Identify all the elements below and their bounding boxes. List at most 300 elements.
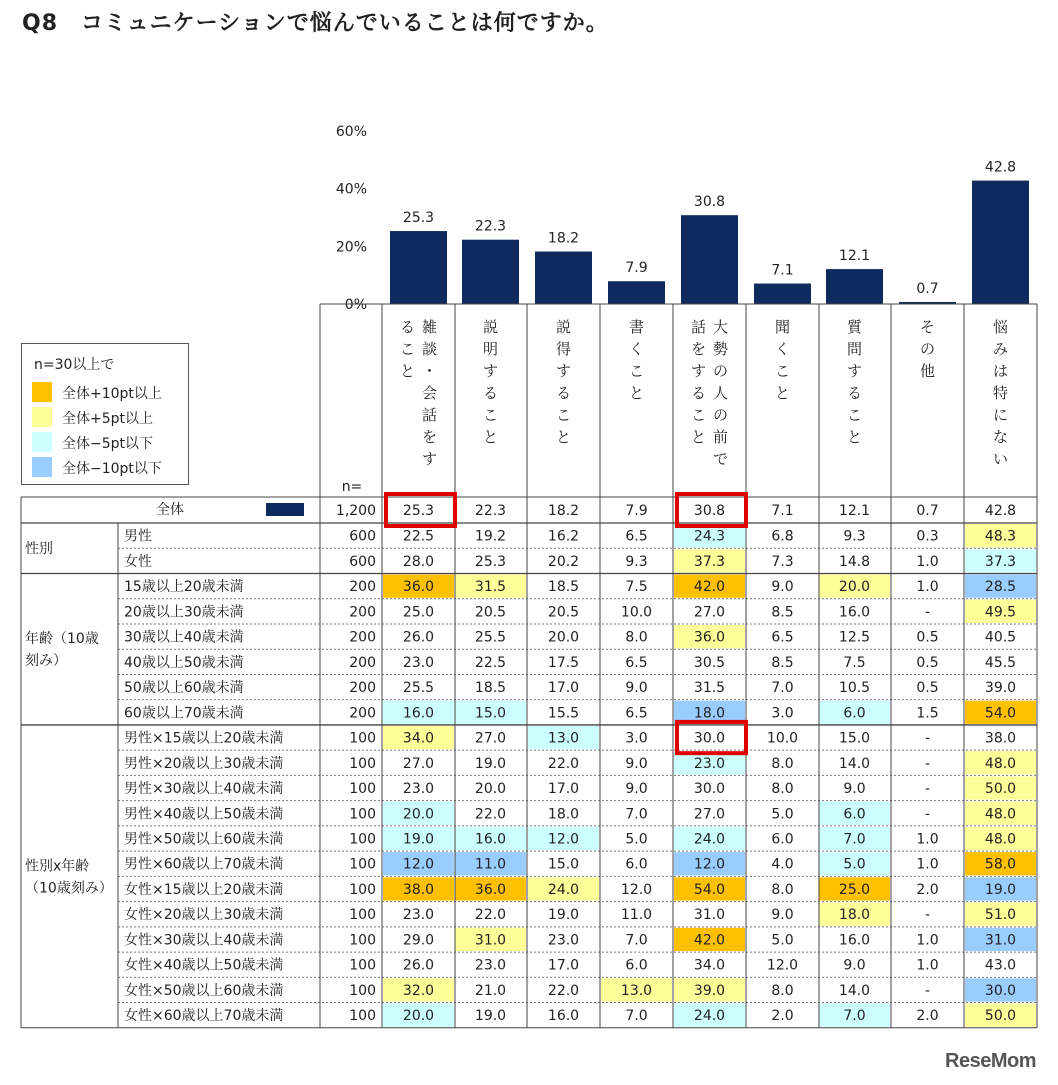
cell-value: 10.5	[838, 680, 871, 697]
cell-value: 19.2	[474, 528, 507, 545]
legend-label: 全体−10pt以下	[62, 461, 162, 477]
cell-value: 49.5	[984, 604, 1017, 621]
legend-swatch	[32, 457, 52, 477]
cell-value: 39.0	[984, 680, 1017, 697]
category-label-char: る	[846, 384, 863, 402]
cell-value: 42.0	[693, 932, 726, 949]
cell-value: 30.0	[693, 730, 726, 747]
cell-value: 28.0	[402, 553, 435, 570]
cell-value: 7.1	[771, 503, 794, 519]
cell-value: 17.0	[547, 957, 580, 974]
cell-value: 1.0	[916, 856, 939, 873]
cell-value: 8.0	[771, 881, 794, 898]
cell-value: 9.0	[771, 579, 794, 596]
cell-value: 12.0	[402, 856, 435, 873]
legend-label: 全体−5pt以下	[62, 436, 154, 452]
row-label: 男性×30歳以上40歳未満	[124, 781, 284, 798]
row-n-value: 200	[349, 654, 376, 671]
y-tick-label: 40%	[335, 181, 367, 198]
bar	[972, 181, 1029, 304]
cell-value: 2.0	[771, 1008, 794, 1025]
category-label-char: と	[399, 362, 416, 380]
cell-value: 4.0	[771, 856, 794, 873]
category-label-char: 明	[482, 340, 499, 358]
cell-value: 22.0	[547, 982, 580, 999]
cell-value: 23.0	[402, 907, 435, 924]
cell-value: 25.0	[838, 881, 871, 898]
bar	[754, 284, 811, 304]
cell-value: 1.0	[916, 831, 939, 848]
cell-value: -	[924, 781, 931, 798]
category-label-char: 悩	[992, 318, 1009, 336]
row-label: 20歳以上30歳未満	[124, 604, 244, 621]
cell-value: 17.0	[547, 680, 580, 697]
bar-value-label: 7.9	[625, 260, 648, 277]
category-label-char: に	[992, 406, 1009, 424]
cell-value: 7.0	[625, 1008, 648, 1025]
row-n-value: 200	[349, 705, 376, 722]
row-n-value: 100	[349, 1008, 376, 1025]
cell-value: 7.0	[843, 831, 866, 848]
cell-value: 0.5	[916, 629, 939, 646]
cell-value: 2.0	[916, 1008, 939, 1025]
category-label-char: と	[774, 384, 791, 402]
cell-value: 20.5	[547, 604, 580, 621]
category-label-char: こ	[846, 406, 863, 424]
category-label-char: と	[846, 428, 863, 446]
bar-value-label: 42.8	[984, 159, 1017, 176]
row-label: 15歳以上20歳未満	[124, 579, 244, 596]
cell-value: 30.0	[693, 781, 726, 798]
cell-value: 32.0	[402, 982, 435, 999]
cell-value: 24.0	[693, 1008, 726, 1025]
cell-value: 15.0	[474, 705, 507, 722]
cell-value: 7.0	[625, 932, 648, 949]
cell-value: 5.0	[771, 932, 794, 949]
cell-value: 7.0	[625, 806, 648, 823]
cell-value: 25.0	[402, 604, 435, 621]
cell-value: 40.5	[984, 629, 1017, 646]
cell-value: 50.0	[984, 1008, 1017, 1025]
cell-value: 25.3	[402, 503, 435, 519]
cell-value: 13.0	[620, 982, 653, 999]
cell-value: 18.5	[474, 680, 507, 697]
group-label: 刻み）	[25, 653, 67, 670]
cell-value: -	[924, 806, 931, 823]
legend-title: n=30以上で	[34, 357, 115, 373]
bar	[681, 215, 738, 304]
cell-value: 42.8	[984, 503, 1017, 519]
cell-value: 29.0	[402, 932, 435, 949]
cell-value: 31.5	[693, 680, 726, 697]
cell-value: 6.5	[771, 629, 794, 646]
total-bar-key	[266, 503, 304, 516]
category-label-char: 特	[992, 384, 1009, 402]
cell-value: 30.0	[984, 982, 1017, 999]
cell-value: 1.0	[916, 579, 939, 596]
row-label: 全体	[156, 502, 184, 518]
cell-value: 8.5	[771, 604, 794, 621]
cell-value: 27.0	[693, 806, 726, 823]
cell-value: 18.0	[693, 705, 726, 722]
category-label-char: い	[992, 450, 1009, 468]
cell-value: 17.5	[547, 654, 580, 671]
category-label-char: 説	[555, 318, 572, 336]
cell-value: 18.2	[547, 503, 580, 519]
cell-value: 16.0	[474, 831, 507, 848]
cell-value: 31.5	[474, 579, 507, 596]
category-label-char: こ	[774, 362, 791, 380]
resemom-logo: ReseMom	[945, 1050, 1036, 1072]
cell-value: 8.0	[771, 982, 794, 999]
category-label-char: を	[690, 340, 707, 358]
cell-value: 11.0	[474, 856, 507, 873]
cell-value: 6.0	[625, 957, 648, 974]
category-label-char: す	[482, 362, 499, 380]
cell-value: 6.0	[843, 806, 866, 823]
cell-value: -	[924, 982, 931, 999]
cell-value: 10.0	[620, 604, 653, 621]
category-label-char: と	[482, 428, 499, 446]
cell-value: 20.0	[547, 629, 580, 646]
cell-value: 36.0	[693, 629, 726, 646]
category-label-char: こ	[482, 406, 499, 424]
cell-value: -	[924, 604, 931, 621]
bar-value-label: 7.1	[771, 262, 794, 279]
cell-value: 20.0	[402, 1008, 435, 1025]
cell-value: 22.0	[474, 907, 507, 924]
cell-value: 3.0	[625, 730, 648, 747]
category-label-char: と	[555, 428, 572, 446]
cell-value: 20.5	[474, 604, 507, 621]
row-n-value: 100	[349, 982, 376, 999]
cell-value: 19.0	[984, 881, 1017, 898]
row-n-value: 1,200	[335, 503, 376, 519]
cell-value: 19.0	[402, 831, 435, 848]
group-label: 年齢（10歳	[25, 631, 99, 648]
bar-value-label: 22.3	[474, 218, 507, 235]
category-label-char: 雑	[421, 318, 438, 336]
cell-value: 24.0	[547, 881, 580, 898]
category-label-char: 談	[421, 340, 438, 358]
cell-value: 15.5	[547, 705, 580, 722]
cell-value: 18.5	[547, 579, 580, 596]
cell-value: 24.0	[693, 831, 726, 848]
cell-value: 0.7	[916, 503, 939, 519]
cell-value: 6.5	[625, 705, 648, 722]
cell-value: 16.0	[402, 705, 435, 722]
category-label-char: 他	[919, 362, 936, 380]
row-n-value: 200	[349, 629, 376, 646]
cell-value: 19.0	[474, 1008, 507, 1025]
row-n-value: 100	[349, 755, 376, 772]
cell-value: 34.0	[402, 730, 435, 747]
cell-value: -	[924, 907, 931, 924]
cell-value: 8.0	[771, 755, 794, 772]
cell-value: 6.0	[625, 856, 648, 873]
cell-value: 25.3	[474, 553, 507, 570]
cell-value: 25.5	[474, 629, 507, 646]
category-label-char: す	[846, 362, 863, 380]
row-n-value: 600	[349, 528, 376, 545]
cell-value: 11.0	[620, 907, 653, 924]
cell-value: 12.0	[547, 831, 580, 848]
row-n-value: 200	[349, 680, 376, 697]
category-label-char: る	[555, 384, 572, 402]
cell-value: 38.0	[984, 730, 1017, 747]
cell-value: 8.5	[771, 654, 794, 671]
category-label-char: る	[482, 384, 499, 402]
cell-value: 22.0	[474, 806, 507, 823]
category-label-char: 得	[555, 340, 572, 358]
cell-value: 9.0	[625, 755, 648, 772]
category-label-char: 説	[482, 318, 499, 336]
cell-value: 36.0	[474, 881, 507, 898]
category-label-char: 前	[712, 428, 729, 446]
category-label-char: の	[712, 362, 729, 380]
cell-value: 8.0	[771, 781, 794, 798]
cell-value: 10.0	[766, 730, 799, 747]
cell-value: 58.0	[984, 856, 1017, 873]
row-label: 女性×30歳以上40歳未満	[124, 932, 284, 949]
group-label: （10歳刻み）	[25, 880, 113, 897]
cell-value: 6.5	[625, 528, 648, 545]
row-n-value: 200	[349, 579, 376, 596]
row-label: 40歳以上50歳未満	[124, 654, 244, 671]
category-label-char: そ	[919, 318, 936, 336]
cell-value: 15.0	[838, 730, 871, 747]
cell-value: 1.0	[916, 932, 939, 949]
cell-value: 9.0	[843, 957, 866, 974]
cell-value: 0.5	[916, 680, 939, 697]
row-n-value: 600	[349, 553, 376, 570]
legend-label: 全体+5pt以上	[62, 411, 154, 427]
cell-value: 37.3	[984, 553, 1017, 570]
cell-value: 37.3	[693, 553, 726, 570]
row-label: 男性×50歳以上60歳未満	[124, 831, 284, 848]
row-n-value: 200	[349, 604, 376, 621]
cell-value: 15.0	[547, 856, 580, 873]
cell-value: 34.0	[693, 957, 726, 974]
legend-swatch	[32, 382, 52, 402]
cell-value: 39.0	[693, 982, 726, 999]
category-label-char: み	[992, 340, 1009, 358]
cell-value: 9.3	[625, 553, 648, 570]
cell-value: 18.0	[838, 907, 871, 924]
legend-swatch	[32, 432, 52, 452]
cell-value: 19.0	[547, 907, 580, 924]
bar-value-label: 12.1	[838, 248, 871, 265]
y-tick-label: 20%	[335, 239, 367, 256]
cell-value: 21.0	[474, 982, 507, 999]
y-tick-label: 60%	[335, 124, 367, 140]
cell-value: 17.0	[547, 781, 580, 798]
cell-value: 12.0	[766, 957, 799, 974]
cell-value: 6.5	[625, 654, 648, 671]
cell-value: 12.0	[693, 856, 726, 873]
cell-value: 42.0	[693, 579, 726, 596]
cell-value: 3.0	[771, 705, 794, 722]
category-label-char: と	[690, 428, 707, 446]
category-label-char: す	[421, 450, 438, 468]
legend-label: 全体+10pt以上	[62, 386, 162, 402]
cell-value: 9.0	[771, 907, 794, 924]
cell-value: 48.0	[984, 831, 1017, 848]
cell-value: 0.5	[916, 654, 939, 671]
category-label-char: る	[399, 318, 416, 336]
cell-value: 1.0	[916, 957, 939, 974]
n-header-label: n=	[341, 479, 363, 495]
row-n-value: 100	[349, 730, 376, 747]
cell-value: 31.0	[474, 932, 507, 949]
category-label-char: 問	[846, 340, 863, 358]
cell-value: -	[924, 755, 931, 772]
cell-value: 9.0	[843, 781, 866, 798]
cell-value: 28.5	[984, 579, 1017, 596]
cell-value: 45.5	[984, 654, 1017, 671]
group-label: 性別	[25, 541, 53, 558]
cell-value: 5.0	[625, 831, 648, 848]
cell-value: 18.0	[547, 806, 580, 823]
cell-value: 23.0	[474, 957, 507, 974]
cell-value: 25.5	[402, 680, 435, 697]
cell-value: 27.0	[402, 755, 435, 772]
bar	[535, 252, 592, 304]
cell-value: 30.8	[693, 503, 726, 519]
cell-value: 48.0	[984, 755, 1017, 772]
category-label-char: を	[421, 428, 438, 446]
cell-value: 43.0	[984, 957, 1017, 974]
cell-value: 2.0	[916, 881, 939, 898]
category-label-char: く	[628, 340, 645, 358]
cell-value: 51.0	[984, 907, 1017, 924]
category-label-char: こ	[628, 362, 645, 380]
cell-value: 7.5	[625, 579, 648, 596]
cell-value: 54.0	[984, 705, 1017, 722]
row-n-value: 100	[349, 781, 376, 798]
cell-value: 7.0	[843, 1008, 866, 1025]
cell-value: 1.5	[916, 705, 939, 722]
category-label-char: こ	[690, 406, 707, 424]
row-label: 男性×40歳以上50歳未満	[124, 806, 284, 823]
row-label: 女性×40歳以上50歳未満	[124, 957, 284, 974]
cell-value: 20.0	[474, 781, 507, 798]
row-n-value: 100	[349, 831, 376, 848]
cell-value: 16.2	[547, 528, 580, 545]
row-n-value: 100	[349, 957, 376, 974]
row-label: 女性×50歳以上60歳未満	[124, 982, 284, 999]
cell-value: 24.3	[693, 528, 726, 545]
category-label-char: 会	[421, 384, 438, 402]
row-label: 男性×15歳以上20歳未満	[124, 730, 284, 747]
row-label: 50歳以上60歳未満	[124, 680, 244, 697]
cell-value: 20.0	[402, 806, 435, 823]
category-label-char: 大	[712, 318, 729, 336]
category-label-char: 勢	[712, 340, 729, 358]
bar-value-label: 30.8	[693, 194, 726, 211]
cell-value: 36.0	[402, 579, 435, 596]
category-label-char: の	[919, 340, 936, 358]
category-label-char: 人	[712, 384, 729, 402]
category-label-char: な	[992, 428, 1009, 446]
group-label: 性別x年齢	[25, 858, 90, 875]
bar	[826, 269, 883, 304]
cell-value: 0.3	[916, 528, 939, 545]
cell-value: 7.3	[771, 553, 794, 570]
cell-value: 12.1	[838, 503, 871, 519]
category-label-char: 話	[421, 406, 438, 424]
category-label-char: で	[712, 450, 729, 468]
cell-value: 22.3	[474, 503, 507, 519]
row-label: 60歳以上70歳未満	[124, 705, 244, 722]
category-label-char: と	[628, 384, 645, 402]
row-n-value: 100	[349, 806, 376, 823]
cell-value: 16.0	[838, 604, 871, 621]
cell-value: 6.0	[843, 705, 866, 722]
cell-value: 13.0	[547, 730, 580, 747]
bar	[608, 281, 665, 304]
category-label-char: 話	[690, 318, 707, 336]
category-label-char: ・	[421, 362, 438, 380]
row-n-value: 100	[349, 881, 376, 898]
category-label-char: の	[712, 406, 729, 424]
row-label: 男性×60歳以上70歳未満	[124, 856, 284, 873]
bar-value-label: 18.2	[547, 230, 580, 247]
cell-value: 16.0	[547, 1008, 580, 1025]
category-label-char: 質	[846, 318, 863, 336]
cell-value: 22.5	[402, 528, 435, 545]
cell-value: 23.0	[693, 755, 726, 772]
cell-value: -	[924, 730, 931, 747]
row-label: 女性×15歳以上20歳未満	[124, 881, 284, 898]
cell-value: 6.8	[771, 528, 794, 545]
row-n-value: 100	[349, 856, 376, 873]
category-label-char: 書	[628, 318, 645, 336]
cell-value: 1.0	[916, 553, 939, 570]
cell-value: 12.5	[838, 629, 871, 646]
y-tick-label: 0%	[344, 297, 367, 313]
cell-value: 22.5	[474, 654, 507, 671]
cell-value: 31.0	[984, 932, 1017, 949]
row-label: 女性×20歳以上30歳未満	[124, 907, 284, 924]
row-label: 女性	[124, 553, 152, 570]
row-n-value: 100	[349, 932, 376, 949]
cell-value: 9.0	[625, 680, 648, 697]
cell-value: 5.0	[843, 856, 866, 873]
category-label-char: す	[690, 362, 707, 380]
row-label: 男性×20歳以上30歳未満	[124, 755, 284, 772]
row-n-value: 100	[349, 907, 376, 924]
row-label: 男性	[124, 528, 152, 545]
cell-value: 7.0	[771, 680, 794, 697]
cell-value: 26.0	[402, 957, 435, 974]
cell-value: 14.0	[838, 982, 871, 999]
row-label: 30歳以上40歳未満	[124, 629, 244, 646]
cell-value: 30.5	[693, 654, 726, 671]
cell-value: 12.0	[620, 881, 653, 898]
cell-value: 31.0	[693, 907, 726, 924]
cell-value: 19.0	[474, 755, 507, 772]
cell-value: 22.0	[547, 755, 580, 772]
cell-value: 6.0	[771, 831, 794, 848]
legend	[21, 343, 189, 485]
cell-value: 16.0	[838, 932, 871, 949]
bar-value-label: 25.3	[402, 210, 435, 227]
cell-value: 9.0	[625, 781, 648, 798]
cell-value: 23.0	[402, 781, 435, 798]
cell-value: 9.3	[843, 528, 866, 545]
cell-value: 7.5	[843, 654, 866, 671]
